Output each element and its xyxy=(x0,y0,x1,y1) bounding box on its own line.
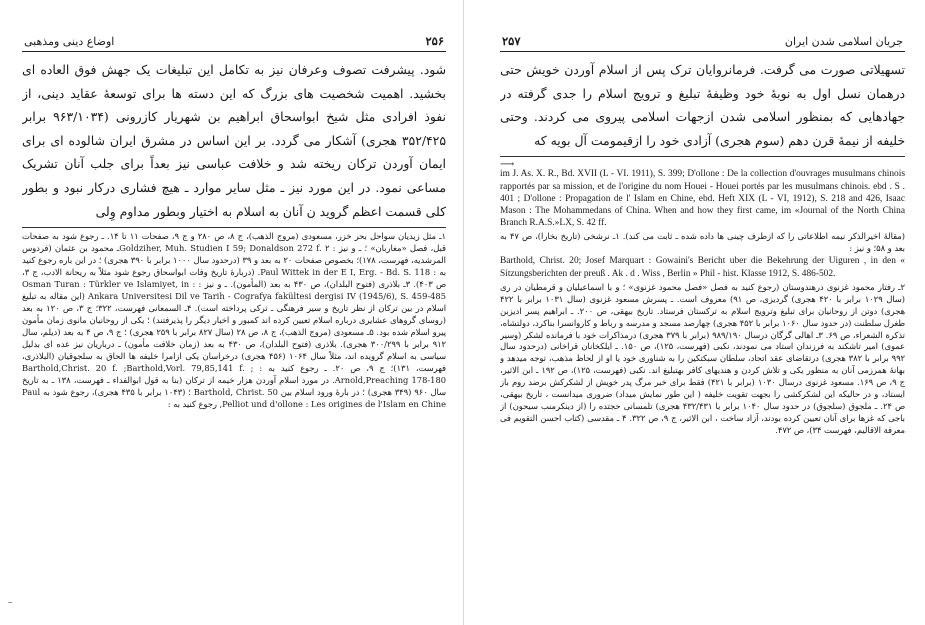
left-footnote-rule xyxy=(22,227,446,228)
continuation-arrow-icon: ⟶ xyxy=(500,159,515,171)
right-footnotes-b: ۲ـ رفتار محمود غزنوی درهندوستان (رجوع کنید به فصل «فصل محمود غزنوی» ؛ و با اسماعیلیان و قرمطیان در ری (سال ۱۰۲۹ برابر با ۴۲۰ هجری) گردیزی، ص ۹۱) معروف است. ـ پسرش مسعود غزنوی (سال ۱۰۳۱ برابر با ۴۲۲ هجری) دوتن از روحانیان برای تبلیغ وترویج اسلام به ترکستان فرستاد. تاریخ بیهقی، ص ۲۰۰. ـ ابراهیم پسر ادیزبن طغرل سلطنت (در حدود سال ۱۰۶۰ برابر با ۴۵۲ هجری) چهارصد مسجد و مدرسه و رباط و کاروانسرا بناکرد، دولتشاه، تذکرة الشعراء، ص ۶۹. ۳ـ اهالی گرگان درسال ۹۸۹/۱۹۰ (برابر با ۳۷۹ هجری) درمذاکرات خود با فرمانده لشکر (وسیر عموی) امیر تاشکند به فرزندان استاد می نمودند، نکبی (فهرست، ۱۲۵)، ص ۱۵۰. ـ ایلکخانان قراخانی (درحدود سال ۹۹۲ برابر با ۳۸۲ هجری) درتقاضای عقد اتحاد، سلطان سبکتکین را به شناوری خود یا او از لحاظ مذهب، توجه میدهد و بهانهٔ همرزمی آنان به منظور یکی و تلاش کردن و هندیهای کافر بهتبلیغ اند. نکبی (فهرست، ۱۲۵)، ص ۱۹۲ ـ ابن الاثیر، ج ۹، ص ۱۶۹. مسعود غزنوی درسال ۱۰۳۰ (برابر با ۴۲۱) فقط برای خبر مرگ پدر خویش از لشکرکش برضد روم باز ایستاد، و در حالیکه این لشکرکشی را بجهت تقویت خلیفه ( این طور نمایش میداد) ضروری میدانست ، تاریخ بیهقی، ص ۲۴. ـ ملجوق (سلجوق) در حدود سال ۱۰۴۰ برابر با ۴۳۲/۴۳۱ هجری) تلمسانی حجتده را (از دینکرمنب سیحون) از باجی که غزها برای آنان تعیین کرده بودند، آزاد ساخت ، ابن الاثیر، ج ۹، ص ۳۲۲. ۴ ـ مقدسی (کتاب احسن التقویم فی معرفة الاقالیم، فهرست ۳۴)، ص ۴۷۲. xyxy=(500,281,905,436)
left-running-head xyxy=(22,34,446,52)
right-running-title: جریان اسلامی شدن ایران xyxy=(784,35,903,48)
left-page-number: ۲۵۶ xyxy=(425,34,444,48)
right-page-number: ۲۵۷ xyxy=(502,34,521,48)
page-gutter xyxy=(463,0,464,625)
right-footnote-rule xyxy=(500,156,905,157)
right-latin-inline: Barthold, Christ. 20; Josef Marquart : Gowaini's Bericht uber die Bekehrung der Uiguren , in den « Sitzungsberichten der preuß . Ak . d . Wiss , Berlin » Phil - hist. Klasse 1912, S. 486-502. xyxy=(500,256,905,279)
left-running-title: اوضاع دینی ومذهبی xyxy=(24,35,115,48)
left-page xyxy=(22,34,446,614)
right-body-text: تسهیلاتی صورت می گرفت. فرمانروایان ترک پس از اسلام آوردن خویش حتی درهمان نسل اول به نوبهٔ خود وظیفهٔ تبلیغ و ترویج اسلام را جدی گرفته در جهادهایی که بمنظور اسلامی شدن ازجهات اسلامی پیروی می کردند. وحتی خلیفه از نیمهٔ قرن دهم (سوم هجری) آزادی خود را ازقیمومت آل بویه که xyxy=(500,62,905,148)
right-latin-continuation: im J. As. X. R., Bd. XVII (L - VI. 1911), S. 399; D'ollone : De la collection d'ouvrages musulmans chinois rapportés par sa mission, et de l'origine du nom Houei - Houei portés par les musulmans chinois. ebd . S . 401 ; D'ollone : Propagation de l' Islam en Chine, ebd. Heft XIX (L - VI, 1912), S. 218 and 426, Isaac Mason : The Mohammedans of China. When and how they first came, im «Journal of the North China Branch R.A.S.»LX, S. 42 ff. xyxy=(500,169,905,229)
left-footnotes: ۱ـ مثل زیدیان سواحل بحر خزر، مسعودی (مروج الذهب)، ج ۸، ص ۲۸۰ و ج ۹، صفحات ۱۱ تا ۱۴. ـ رجوع شود به صفحات قبل، فصل «مغاربان» ؛ ـ و نیز : Goldziher, Muh. Studien I 59; Donaldson 272 f. ۲ـ محمود بن عثمان (فردوس المرشدیه، فهرست، ۱۷۸)؛ بخصوص صفحات ۲۰ به بعد و ۳۹ (درحدود سال ۱۰۰۰ برابر با ۳۹۰ هجری) ؛ در این باره رجوع کنید به : Paul Wittek in der E I, Erg. - Bd. S. 118. (دربارهٔ تاریخ وفات ابواسحاق رجوع شود مثلاً به ریحانة الادب، ج ۳، ص ۴۰۳). ۳ـ بلاذری (فتوح البلدان)، ص ۴۳۰ به بعد (المأمون). ـ و نیز : Osman Turan : Türkler ve Islamiyet, in : Ankara Universitesi Dil ve Tarih - Cografya fakültesi dergisi IV (1945/6), S. 459-485 (این مقاله به تبلیغ اسلام در بین ترکان از نظر تاریخ و سیر فرهنگی ـ ترکی پرداخته است). ۴ـ السمعانی فهرست، ۳۲۲؛ ج ۳، ص ۱۲۰ به بعد (روسای گروهای عشایری درباره اسلام تعیین کرده اند کمبور و اخبار دیگر را پذیرفتند) ؛ یکی از روحانیان مانوی زمان مأمون پیرو اسلام شده بود. ۵ـ مسعودی (مروج الذهب)، ج ۸، ص ۲۸ (سال ۸۲۷ برابر با ۲۵۹ هجری) ؛ ج ۹، ص ۴ به بعد (دیلم، سال ۹۱۲ برابر با ۳۰۰/۲۹۹ هجری). بلاذری (فتوح البلدان)، ص ۴۳۰ به بعد (زمان خلافت مأمون) ـ درباریان نیز عده ای بدلیل سیاسی به اسلام گرویده اند، مثلاً سال ۱۰۶۴ (۴۵۶ هجری) درخراسان یکی ازامرا خلیفه ها الحاق به سلجوقیان (البلاذری، فهرست، ۱۳۱)؛ ج ۹، ص ۲۰. ـ رجوع کنید به : Barthold,Christ. 20 f. ;Barthold,Vorl. 79,85,141 f. ; Arnold,Preaching 178-180. در مورد اسلام آوردن هزار خیمه از ترکان (بنا به قول ابوالفداء ـ فهرست، ۱۳۸ ـ به تاریخ سال ۹۶۰ (۳۴۹ هجری) ؛ در بارهٔ ورود اسلام بین Barthold, Christ. 50 ؛ (۱۰۴۳ برابر با ۴۳۵ هجری)، رجوع شود به Paul Pelliot und d'ollone : Les origines de l'Islam en Chine, رجوع کنید به : xyxy=(22,231,446,409)
right-footnotes-a: (مقالهٔ اخیرالذکر نیمه اطلاعاتی را که ازطرف چینی ها داده شده ـ ثابت می کند). ۱ـ نرشخی (تاریخ بخارا)، ص ۴۷ به بعد و ۵۸؛ و نیز : xyxy=(500,231,905,254)
left-body-text: شود. پیشرفت تصوف وعرفان نیز به تکامل این تبلیغات یک جهش فوق العاده ای بخشید. اهمیت شخصیت های بزرگ که این دسته ها برای توسعهٔ عقاید دینی، از نفوذ افرادی مثل شیخ ابواسحاق ابراهیم بن شهریار کازرونی (۹۶۳/۱۰۳۴ برابر ۳۵۲/۴۲۵ هجری) آشکار می گردد. بر این اساس در مشرق ایران شالوده ای برای ایمان آوردن ترکان ریخته شد و خلافت عباسی نیز بعداً برای جلب آنان تشریک مساعی نمود. در این مورد نیز ـ مثل سایر موارد ـ هیچ فشاری درکار نبود و بطور کلی قسمت اعظم گروید ن آنان به اسلام به اختیار وبطور مداوم وِلی xyxy=(22,62,446,219)
corner-mark: – xyxy=(8,598,13,608)
right-running-head xyxy=(500,34,905,52)
right-page xyxy=(500,34,905,614)
